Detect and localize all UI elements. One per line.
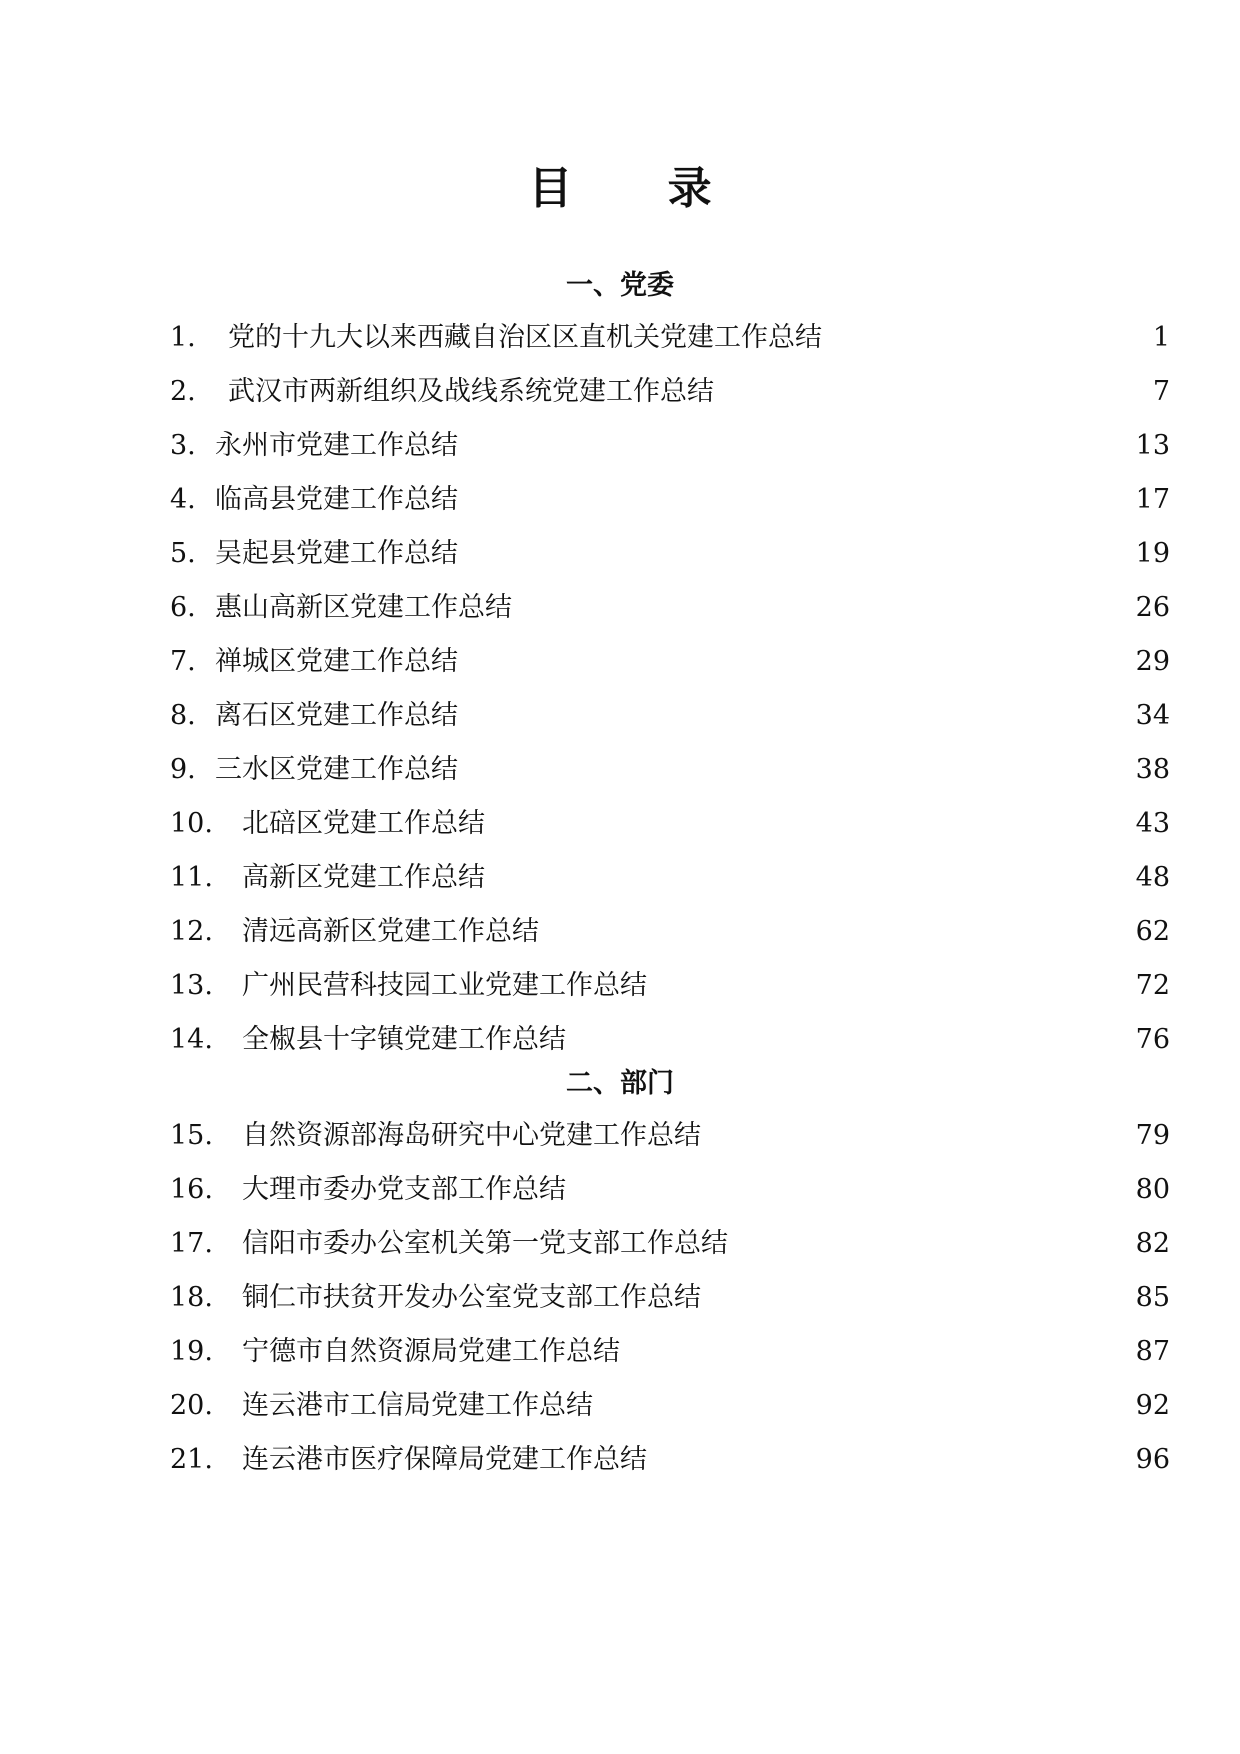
toc-entry[interactable] — [170, 426, 1170, 466]
entry-title: 惠山高新区党建工作总结 — [215, 592, 512, 623]
entry-page-number: 96 — [1135, 1444, 1170, 1475]
toc-entry[interactable] — [170, 318, 1170, 358]
entry-title: 大理市委办党支部工作总结 — [242, 1174, 566, 1205]
toc-entry[interactable] — [170, 696, 1170, 736]
entry-title: 宁德市自然资源局党建工作总结 — [242, 1336, 620, 1367]
entry-title: 禅城区党建工作总结 — [215, 646, 458, 677]
toc-entry[interactable] — [170, 912, 1170, 952]
toc-entry[interactable] — [170, 966, 1170, 1006]
entry-number: 14. — [170, 1024, 213, 1055]
entry-page-number: 19 — [1135, 538, 1170, 569]
entry-number: 10. — [170, 808, 213, 839]
entry-number: 9. — [170, 754, 196, 785]
entry-page-number: 48 — [1135, 862, 1170, 893]
toc-entry[interactable] — [170, 1440, 1170, 1480]
entry-number: 16. — [170, 1174, 213, 1205]
toc-entry[interactable] — [170, 588, 1170, 628]
entry-number: 5. — [170, 538, 196, 569]
entry-title: 永州市党建工作总结 — [215, 430, 458, 461]
entry-number: 13. — [170, 970, 213, 1001]
toc-entry[interactable] — [170, 858, 1170, 898]
entry-page-number: 13 — [1135, 430, 1170, 461]
entry-title: 连云港市工信局党建工作总结 — [242, 1390, 593, 1421]
entry-page-number: 17 — [1135, 484, 1170, 515]
entry-page-number: 26 — [1135, 592, 1170, 623]
toc-entry[interactable] — [170, 1170, 1170, 1210]
entry-number: 20. — [170, 1390, 213, 1421]
entry-page-number: 79 — [1135, 1120, 1170, 1151]
toc-entry[interactable] — [170, 1020, 1170, 1060]
toc-entry[interactable] — [170, 1224, 1170, 1264]
entry-page-number: 7 — [1152, 376, 1170, 407]
entry-page-number: 34 — [1135, 700, 1170, 731]
entry-title: 北碚区党建工作总结 — [242, 808, 485, 839]
section-heading-party-committee: 一、党委 — [566, 270, 674, 301]
entry-title: 高新区党建工作总结 — [242, 862, 485, 893]
entry-number: 18. — [170, 1282, 213, 1313]
entry-page-number: 87 — [1135, 1336, 1170, 1367]
toc-entry[interactable] — [170, 750, 1170, 790]
entry-page-number: 62 — [1135, 916, 1170, 947]
entry-page-number: 72 — [1135, 970, 1170, 1001]
toc-entry[interactable] — [170, 1278, 1170, 1318]
entry-number: 21. — [170, 1444, 213, 1475]
entry-page-number: 1 — [1152, 322, 1170, 353]
entry-number: 6. — [170, 592, 196, 623]
entry-number: 15. — [170, 1120, 213, 1151]
entry-title: 党的十九大以来西藏自治区区直机关党建工作总结 — [228, 322, 822, 353]
entry-title: 信阳市委办公室机关第一党支部工作总结 — [242, 1228, 728, 1259]
entry-page-number: 92 — [1135, 1390, 1170, 1421]
entry-page-number: 29 — [1135, 646, 1170, 677]
entry-number: 11. — [170, 862, 213, 893]
toc-entry[interactable] — [170, 1116, 1170, 1156]
section-heading-departments: 二、部门 — [566, 1068, 674, 1099]
entry-number: 4. — [170, 484, 196, 515]
toc-entry[interactable] — [170, 642, 1170, 682]
entry-page-number: 80 — [1135, 1174, 1170, 1205]
toc-entry[interactable] — [170, 480, 1170, 520]
toc-entry[interactable] — [170, 804, 1170, 844]
toc-entry[interactable] — [170, 1332, 1170, 1372]
toc-entry[interactable] — [170, 372, 1170, 412]
entry-number: 3. — [170, 430, 196, 461]
entry-title: 连云港市医疗保障局党建工作总结 — [242, 1444, 647, 1475]
entry-title: 全椒县十字镇党建工作总结 — [242, 1024, 566, 1055]
entry-page-number: 76 — [1135, 1024, 1170, 1055]
entry-title: 三水区党建工作总结 — [215, 754, 458, 785]
entry-page-number: 38 — [1135, 754, 1170, 785]
toc-entry[interactable] — [170, 1386, 1170, 1426]
entry-title: 离石区党建工作总结 — [215, 700, 458, 731]
entry-title: 清远高新区党建工作总结 — [242, 916, 539, 947]
entry-number: 17. — [170, 1228, 213, 1259]
entry-page-number: 82 — [1135, 1228, 1170, 1259]
entry-number: 8. — [170, 700, 196, 731]
entry-page-number: 85 — [1135, 1282, 1170, 1313]
entry-number: 12. — [170, 916, 213, 947]
entry-number: 19. — [170, 1336, 213, 1367]
entry-title: 临高县党建工作总结 — [215, 484, 458, 515]
entry-title: 吴起县党建工作总结 — [215, 538, 458, 569]
entry-number: 2. — [170, 376, 196, 407]
entry-page-number: 43 — [1135, 808, 1170, 839]
entry-number: 1. — [170, 322, 196, 353]
page-title: 目 录 — [528, 163, 752, 214]
entry-number: 7. — [170, 646, 196, 677]
entry-title: 武汉市两新组织及战线系统党建工作总结 — [228, 376, 714, 407]
entry-title: 广州民营科技园工业党建工作总结 — [242, 970, 647, 1001]
entry-title: 自然资源部海岛研究中心党建工作总结 — [242, 1120, 701, 1151]
entry-title: 铜仁市扶贫开发办公室党支部工作总结 — [242, 1282, 701, 1313]
toc-entry[interactable] — [170, 534, 1170, 574]
